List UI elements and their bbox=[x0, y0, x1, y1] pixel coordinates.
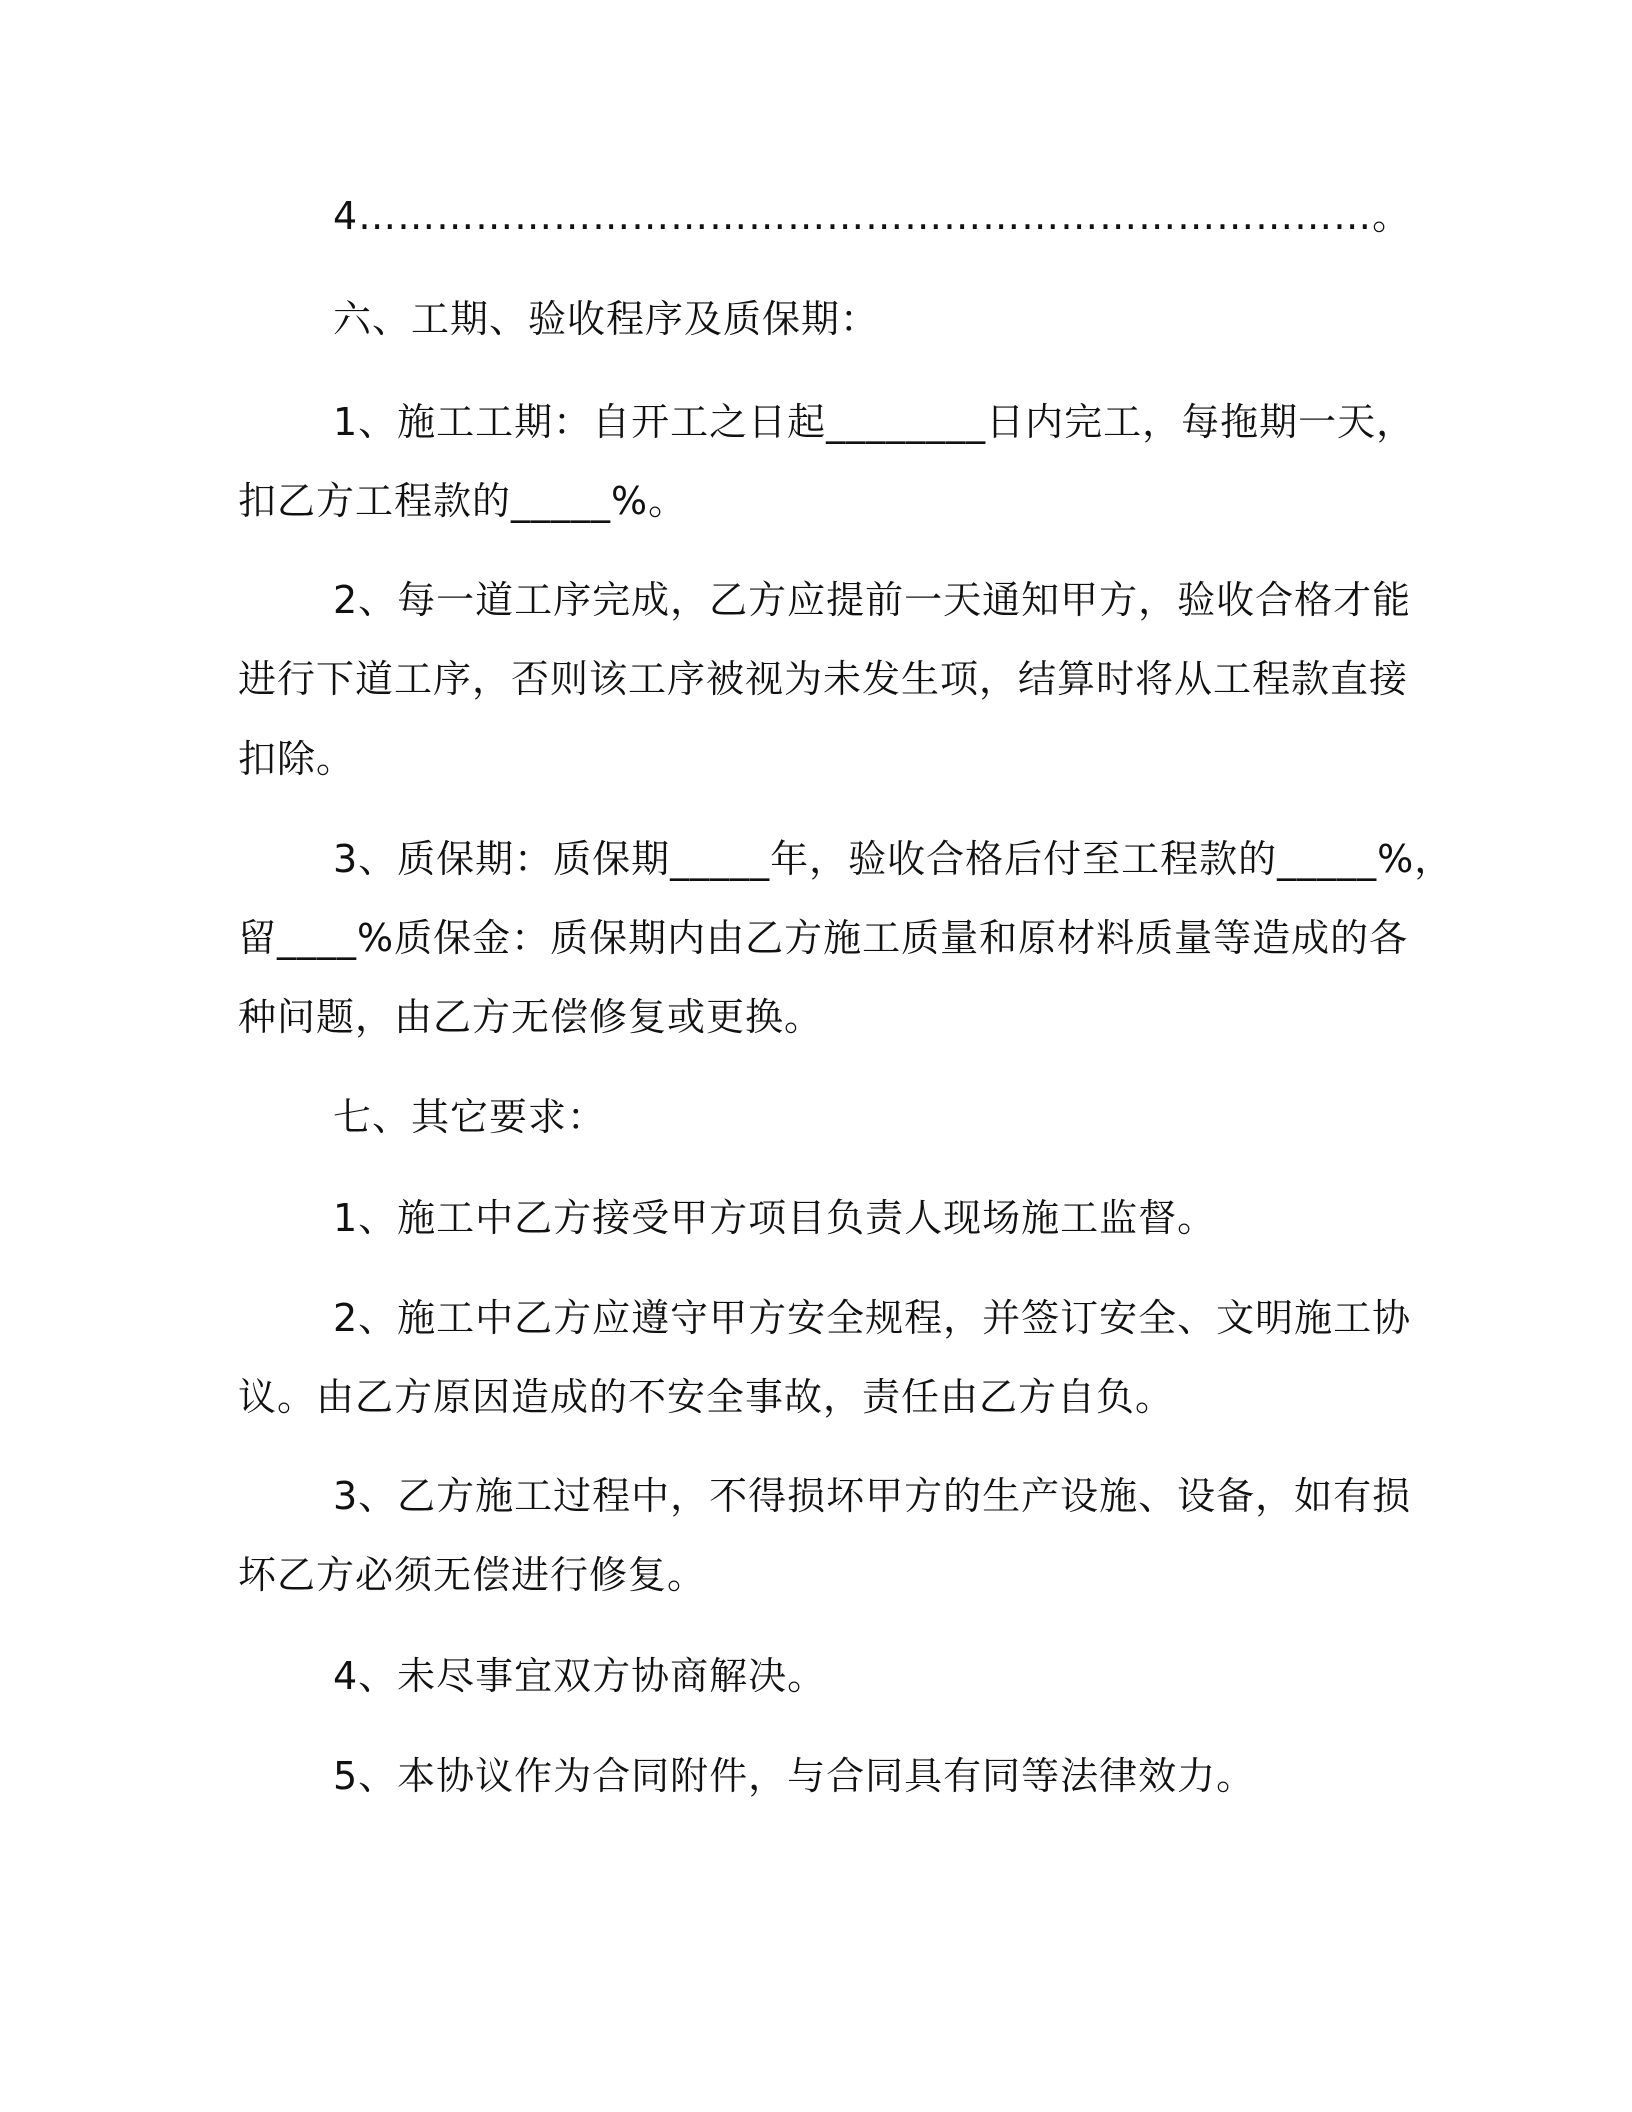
section-6-item-3-line-2: 留____%质保金：质保期内由乙方施工质量和原材料质量等造成的各 bbox=[238, 916, 1409, 960]
section-7-item-2-line-2: 议。由乙方原因造成的不安全事故，责任由乙方自负。 bbox=[238, 1375, 1175, 1419]
section-7-item-1: 1、施工中乙方接受甲方项目负责人现场施工监督。 bbox=[333, 1196, 1217, 1240]
section-7-item-3-line-2: 坏乙方必须无偿进行修复。 bbox=[238, 1553, 707, 1597]
section-6-heading: 六、工期、验收程序及质保期： bbox=[333, 297, 880, 341]
section-7-item-5: 5、本协议作为合同附件，与合同具有同等法律效力。 bbox=[333, 1754, 1256, 1798]
section-6-item-3-line-1: 3、质保期：质保期_____年，验收合格后付至工程款的_____%， bbox=[333, 837, 1454, 881]
section-6-item-1-line-1: 1、施工工期：自开工之日起________日内完工，每拖期一天， bbox=[333, 400, 1416, 444]
section-7-heading: 七、其它要求： bbox=[333, 1095, 607, 1139]
section-7-item-4: 4、未尽事宜双方协商解决。 bbox=[333, 1654, 827, 1698]
section-7-item-2-line-1: 2、施工中乙方应遵守甲方安全规程，并签订安全、文明施工协 bbox=[333, 1296, 1412, 1340]
section-6-item-3-line-3: 种问题，由乙方无偿修复或更换。 bbox=[238, 995, 824, 1039]
item-4-ellipsis: 4……………………………………………………………………。 bbox=[333, 194, 1412, 238]
section-6-item-2-line-1: 2、每一道工序完成，乙方应提前一天通知甲方，验收合格才能 bbox=[333, 578, 1412, 622]
section-6-item-1-line-2: 扣乙方工程款的_____%。 bbox=[238, 479, 688, 523]
section-6-item-2-line-2: 进行下道工序，否则该工序被视为未发生项，结算时将从工程款直接 bbox=[238, 657, 1409, 701]
section-6-item-2-line-3: 扣除。 bbox=[238, 737, 356, 781]
section-7-item-3-line-1: 3、乙方施工过程中，不得损坏甲方的生产设施、设备，如有损 bbox=[333, 1474, 1412, 1518]
